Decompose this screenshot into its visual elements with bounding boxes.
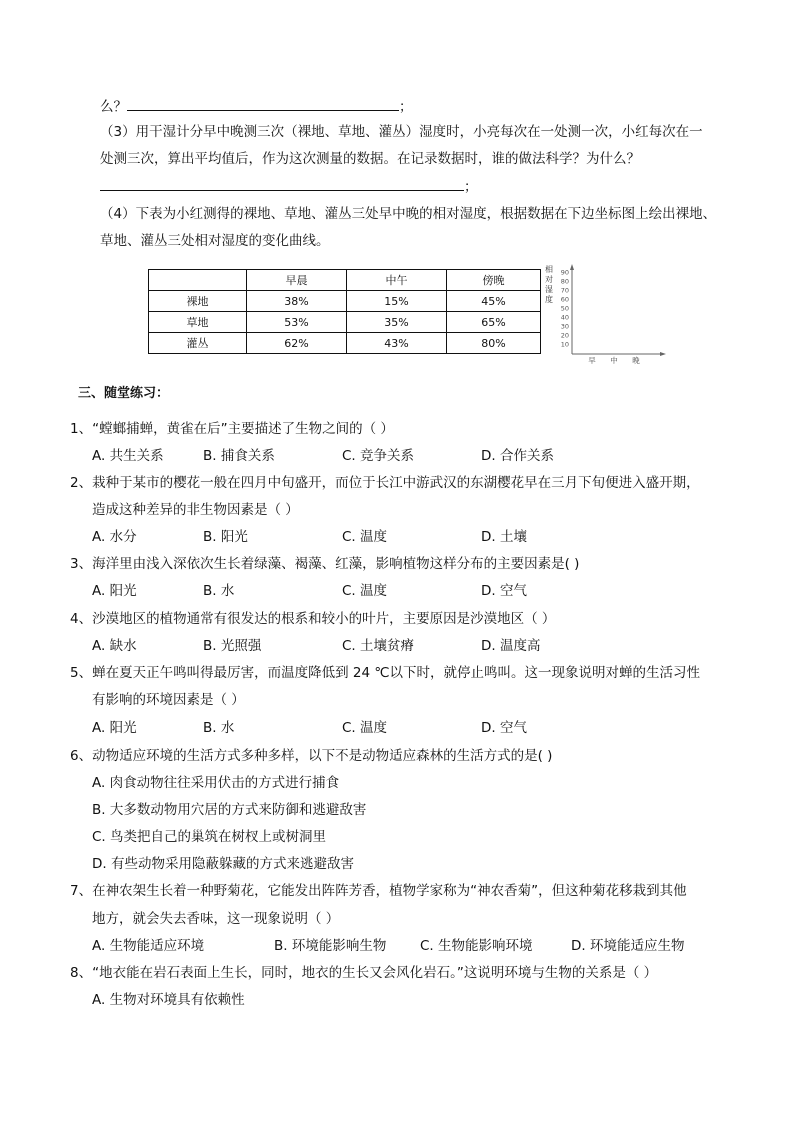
humidity-table bbox=[148, 269, 541, 354]
table-cell: 草地 bbox=[149, 312, 247, 333]
q3-answer-blank[interactable] bbox=[100, 176, 464, 191]
q2-answer-blank[interactable] bbox=[127, 96, 399, 111]
answer-option[interactable]: C. 鸟类把自己的巢筑在树杈上或树洞里 bbox=[92, 829, 327, 845]
question-stem-line: 2、栽种于某市的樱花一般在四月中旬盛开，而位于长江中游武汉的东湖樱花早在三月下旬便进入盛开期， bbox=[70, 475, 700, 491]
option-row bbox=[92, 446, 712, 466]
q4-line-1: （4）下表为小红测得的裸地、草地、灌丛三处早中晚的相对湿度，根据数据在下边坐标图上绘出裸地、 bbox=[100, 206, 717, 222]
table-cell: 62% bbox=[247, 333, 347, 354]
answer-option[interactable]: A. 阳光 bbox=[92, 720, 137, 736]
answer-option[interactable]: B. 水 bbox=[203, 583, 235, 599]
answer-option[interactable]: A. 水分 bbox=[92, 529, 137, 545]
table-header-cell: 早晨 bbox=[247, 270, 347, 291]
chart-x-tick-label: 中 bbox=[610, 356, 618, 365]
q4-line-2: 草地、灌丛三处相对湿度的变化曲线。 bbox=[100, 233, 330, 249]
q2-tail-line bbox=[100, 96, 413, 117]
table-row bbox=[149, 333, 541, 354]
answer-option[interactable]: D. 空气 bbox=[481, 720, 527, 736]
question-stem-line: 5、蝉在夏天正午鸣叫得最厉害，而温度降低到 24 ℃以下时，就停止鸣叫。这一现象说明对蝉的生活习性 bbox=[70, 665, 701, 681]
question-stem-line: 造成这种差异的非生物因素是（ ） bbox=[92, 502, 299, 518]
table-header-row bbox=[149, 270, 541, 291]
q3-answer-line bbox=[100, 176, 478, 197]
answer-option[interactable]: D. 有些动物采用隐蔽躲藏的方式来逃避敌害 bbox=[92, 856, 354, 872]
table-cell: 15% bbox=[347, 291, 447, 312]
chart-ylabel bbox=[545, 264, 553, 304]
table-cell: 43% bbox=[347, 333, 447, 354]
answer-option[interactable]: C. 竞争关系 bbox=[342, 448, 415, 464]
table-header-cell bbox=[149, 270, 247, 291]
question-stem-line: 有影响的环境因素是（ ） bbox=[92, 692, 245, 708]
chart-ylabel-char: 相 bbox=[545, 265, 553, 274]
option-row bbox=[92, 581, 712, 601]
answer-option[interactable]: A. 生物对环境具有依赖性 bbox=[92, 992, 245, 1008]
chart-ylabel-char: 湿 bbox=[545, 285, 553, 294]
question-stem-line: 6、动物适应环境的生活方式多种多样，以下不是动物适应森林的生活方式的是( ) bbox=[70, 748, 553, 764]
table-cell: 53% bbox=[247, 312, 347, 333]
option-row bbox=[92, 527, 712, 547]
chart-y-tick-label: 90 bbox=[560, 268, 569, 277]
table-row bbox=[149, 312, 541, 333]
answer-option[interactable]: D. 环境能适应生物 bbox=[571, 938, 685, 954]
table-row bbox=[149, 291, 541, 312]
answer-option[interactable]: B. 水 bbox=[203, 720, 235, 736]
table-cell: 45% bbox=[447, 291, 541, 312]
chart-y-tick-label: 20 bbox=[560, 331, 569, 340]
option-row bbox=[92, 636, 712, 656]
chart-y-tick-label: 50 bbox=[560, 304, 569, 313]
question-stem-line: 8、“地衣能在岩石表面上生长，同时，地衣的生长又会风化岩石。”这说明环境与生物的关系是（ ） bbox=[70, 965, 658, 981]
question-stem-line: 7、在神农架生长着一种野菊花，它能发出阵阵芳香，植物学家称为“神农香菊”，但这种菊花移栽到其他 bbox=[70, 883, 687, 899]
answer-option[interactable]: C. 土壤贫瘠 bbox=[342, 638, 415, 654]
answer-option[interactable]: A. 肉食动物往往采用伏击的方式进行捕食 bbox=[92, 775, 340, 791]
answer-option[interactable]: A. 共生关系 bbox=[92, 448, 164, 464]
answer-option[interactable]: B. 阳光 bbox=[203, 529, 248, 545]
table-cell: 裸地 bbox=[149, 291, 247, 312]
chart-x-tick-label: 晚 bbox=[632, 356, 640, 365]
table-cell: 35% bbox=[347, 312, 447, 333]
answer-option[interactable]: C. 温度 bbox=[342, 583, 388, 599]
q3-end-mark: ； bbox=[464, 179, 478, 195]
question-stem-line: 4、沙漠地区的植物通常有很发达的根系和较小的叶片，主要原因是沙漠地区（ ） bbox=[70, 611, 556, 627]
chart-x-tick-label: 早 bbox=[588, 356, 596, 365]
option-row bbox=[92, 718, 712, 738]
answer-option[interactable]: C. 温度 bbox=[342, 720, 388, 736]
answer-option[interactable]: A. 阳光 bbox=[92, 583, 137, 599]
answer-option[interactable]: B. 环境能影响生物 bbox=[274, 938, 387, 954]
chart-y-tick-label: 60 bbox=[560, 295, 569, 304]
answer-option[interactable]: D. 空气 bbox=[481, 583, 527, 599]
chart-y-tick-label: 30 bbox=[560, 322, 569, 331]
answer-option[interactable]: B. 大多数动物用穴居的方式来防御和逃避敌害 bbox=[92, 802, 367, 818]
answer-option[interactable]: B. 捕食关系 bbox=[203, 448, 275, 464]
answer-option[interactable]: C. 生物能影响环境 bbox=[420, 938, 533, 954]
chart-yticks bbox=[561, 269, 569, 349]
answer-option[interactable]: A. 生物能适应环境 bbox=[92, 938, 205, 954]
table-header-cell: 中午 bbox=[347, 270, 447, 291]
answer-option[interactable]: B. 光照强 bbox=[203, 638, 262, 654]
answer-option[interactable]: D. 合作关系 bbox=[481, 448, 554, 464]
answer-option[interactable]: D. 温度高 bbox=[481, 638, 541, 654]
chart-y-tick-label: 70 bbox=[560, 286, 569, 295]
option-row bbox=[92, 936, 712, 956]
section-title: 三、随堂练习： bbox=[78, 386, 170, 401]
answer-option[interactable]: A. 缺水 bbox=[92, 638, 137, 654]
table-header-cell: 傍晚 bbox=[447, 270, 541, 291]
question-stem-line: 1、“螳螂捕蝉，黄雀在后”主要描述了生物之间的（ ） bbox=[70, 421, 394, 437]
table-cell: 65% bbox=[447, 312, 541, 333]
humidity-axes-chart[interactable] bbox=[540, 262, 670, 366]
q2-tail-text: 么？ bbox=[100, 99, 127, 115]
chart-ylabel-char: 对 bbox=[545, 275, 553, 284]
table-cell: 80% bbox=[447, 333, 541, 354]
answer-option[interactable]: C. 温度 bbox=[342, 529, 388, 545]
table-cell: 38% bbox=[247, 291, 347, 312]
q3-line-2: 处测三次，算出平均值后，作为这次测量的数据。在记录数据时，谁的做法科学？为什么？ bbox=[100, 151, 640, 167]
q2-end-mark: ； bbox=[399, 99, 413, 115]
chart-x-arrow bbox=[660, 352, 666, 356]
answer-option[interactable]: D. 土壤 bbox=[481, 529, 527, 545]
chart-y-tick-label: 80 bbox=[560, 277, 569, 286]
chart-y-arrow bbox=[570, 264, 574, 270]
chart-y-tick-label: 40 bbox=[560, 313, 569, 322]
chart-xticks bbox=[588, 355, 640, 365]
chart-ylabel-char: 度 bbox=[545, 295, 553, 304]
table-cell: 灌丛 bbox=[149, 333, 247, 354]
chart-y-tick-label: 10 bbox=[560, 340, 569, 349]
question-stem-line: 3、海洋里由浅入深依次生长着绿藻、褐藻、红藻，影响植物这样分布的主要因素是( ) bbox=[70, 556, 580, 572]
question-stem-line: 地方，就会失去香味，这一现象说明（ ） bbox=[92, 911, 340, 927]
q3-line-1: （3）用干湿计分早中晚测三次（裸地、草地、灌丛）湿度时，小亮每次在一处测一次，小红每次在一 bbox=[100, 124, 703, 140]
